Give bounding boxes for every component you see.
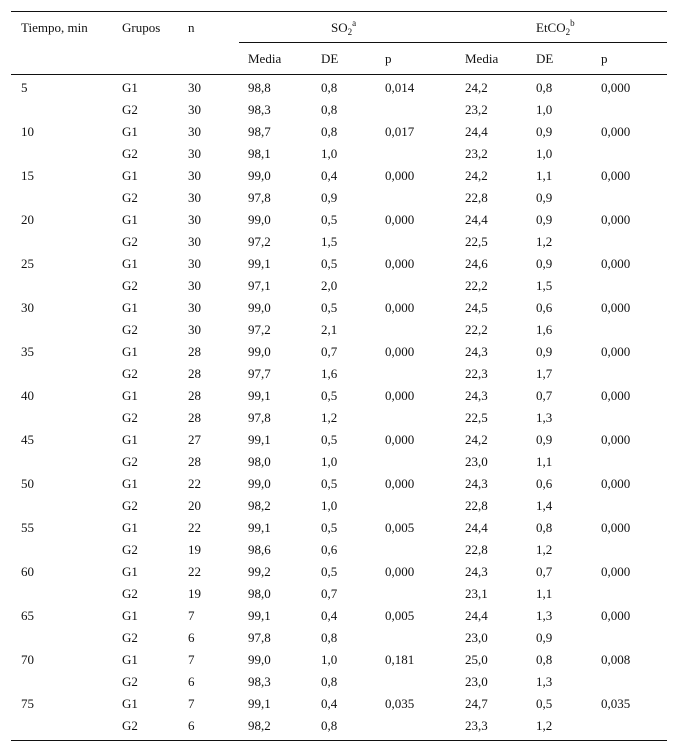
cell-etco2-media: 22,2 <box>465 278 488 293</box>
cell-so2-de: 0,8 <box>321 674 338 689</box>
subheader-etco2-de: DE <box>536 51 554 66</box>
cell-tiempo: 15 <box>21 168 34 183</box>
cell-tiempo: 70 <box>21 652 34 667</box>
cell-so2-media: 97,1 <box>248 278 271 293</box>
cell-etco2-de: 1,1 <box>536 168 553 183</box>
cell-so2-media: 99,1 <box>248 520 271 535</box>
cell-n: 28 <box>188 366 201 381</box>
cell-so2-media: 99,0 <box>248 212 271 227</box>
cell-grupo: G1 <box>122 432 138 447</box>
cell-grupo: G2 <box>122 322 138 337</box>
cell-etco2-p: 0,000 <box>601 432 631 447</box>
cell-etco2-media: 22,5 <box>465 410 488 425</box>
cell-grupo: G2 <box>122 410 138 425</box>
cell-etco2-media: 25,0 <box>465 652 488 667</box>
header-etco2-sub: 2 <box>565 27 571 37</box>
cell-so2-de: 1,0 <box>321 146 338 161</box>
cell-so2-de: 0,5 <box>321 520 338 535</box>
cell-n: 28 <box>188 344 201 359</box>
cell-so2-de: 2,0 <box>321 278 338 293</box>
cell-etco2-de: 1,2 <box>536 234 553 249</box>
cell-so2-de: 2,1 <box>321 322 338 337</box>
cell-so2-p: 0,017 <box>385 124 415 139</box>
cell-n: 30 <box>188 256 201 271</box>
cell-n: 30 <box>188 80 201 95</box>
cell-n: 30 <box>188 102 201 117</box>
cell-grupo: G2 <box>122 102 138 117</box>
cell-so2-media: 99,1 <box>248 388 271 403</box>
cell-etco2-media: 24,2 <box>465 432 488 447</box>
header-so2-sub: 2 <box>347 27 353 37</box>
subheader-so2-de: DE <box>321 51 339 66</box>
cell-so2-de: 0,5 <box>321 476 338 491</box>
cell-grupo: G2 <box>122 278 138 293</box>
cell-tiempo: 60 <box>21 564 34 579</box>
cell-etco2-de: 1,1 <box>536 586 553 601</box>
cell-etco2-de: 0,9 <box>536 124 553 139</box>
cell-so2-media: 99,1 <box>248 256 271 271</box>
cell-so2-de: 0,5 <box>321 212 338 227</box>
cell-etco2-de: 0,5 <box>536 696 553 711</box>
cell-so2-media: 99,0 <box>248 476 271 491</box>
cell-etco2-media: 23,3 <box>465 718 488 733</box>
cell-n: 6 <box>188 630 195 645</box>
cell-so2-media: 98,0 <box>248 586 271 601</box>
cell-tiempo: 10 <box>21 124 34 139</box>
cell-so2-de: 0,5 <box>321 256 338 271</box>
cell-grupo: G2 <box>122 674 138 689</box>
cell-so2-media: 97,7 <box>248 366 271 381</box>
cell-etco2-p: 0,035 <box>601 696 631 711</box>
cell-tiempo: 40 <box>21 388 34 403</box>
header-so2 <box>331 20 356 36</box>
cell-grupo: G1 <box>122 520 138 535</box>
cell-n: 6 <box>188 718 195 733</box>
cell-etco2-p: 0,008 <box>601 652 631 667</box>
cell-grupo: G1 <box>122 388 138 403</box>
cell-so2-media: 97,8 <box>248 190 271 205</box>
cell-so2-p: 0,000 <box>385 168 415 183</box>
cell-so2-media: 97,2 <box>248 322 271 337</box>
group-rule-so2 <box>239 42 667 43</box>
cell-n: 7 <box>188 608 195 623</box>
top-rule <box>11 11 667 12</box>
cell-grupo: G1 <box>122 124 138 139</box>
cell-so2-media: 99,1 <box>248 432 271 447</box>
cell-n: 30 <box>188 322 201 337</box>
cell-etco2-p: 0,000 <box>601 608 631 623</box>
cell-so2-media: 99,1 <box>248 608 271 623</box>
cell-so2-media: 99,0 <box>248 168 271 183</box>
cell-grupo: G1 <box>122 300 138 315</box>
cell-grupo: G1 <box>122 652 138 667</box>
cell-grupo: G1 <box>122 608 138 623</box>
cell-etco2-p: 0,000 <box>601 168 631 183</box>
cell-so2-p: 0,000 <box>385 344 415 359</box>
cell-so2-media: 98,7 <box>248 124 271 139</box>
cell-etco2-media: 24,3 <box>465 476 488 491</box>
cell-etco2-p: 0,000 <box>601 256 631 271</box>
cell-so2-de: 1,0 <box>321 498 338 513</box>
cell-etco2-p: 0,000 <box>601 80 631 95</box>
cell-etco2-de: 0,8 <box>536 520 553 535</box>
header-etco2 <box>536 20 575 36</box>
cell-etco2-media: 24,4 <box>465 212 488 227</box>
cell-etco2-de: 1,7 <box>536 366 553 381</box>
cell-n: 22 <box>188 564 201 579</box>
cell-so2-de: 0,5 <box>321 432 338 447</box>
cell-etco2-media: 22,2 <box>465 322 488 337</box>
header-so2-base: SO <box>331 20 348 35</box>
cell-tiempo: 65 <box>21 608 34 623</box>
cell-grupo: G1 <box>122 212 138 227</box>
cell-n: 28 <box>188 388 201 403</box>
cell-tiempo: 45 <box>21 432 34 447</box>
cell-grupo: G1 <box>122 564 138 579</box>
cell-so2-de: 0,8 <box>321 80 338 95</box>
cell-grupo: G2 <box>122 718 138 733</box>
cell-n: 22 <box>188 520 201 535</box>
cell-n: 6 <box>188 674 195 689</box>
cell-so2-media: 98,3 <box>248 674 271 689</box>
cell-tiempo: 55 <box>21 520 34 535</box>
cell-n: 28 <box>188 454 201 469</box>
cell-so2-media: 99,1 <box>248 696 271 711</box>
cell-etco2-media: 23,0 <box>465 674 488 689</box>
cell-so2-media: 98,1 <box>248 146 271 161</box>
cell-so2-media: 99,0 <box>248 344 271 359</box>
cell-etco2-media: 23,0 <box>465 630 488 645</box>
cell-etco2-de: 0,9 <box>536 212 553 227</box>
header-etco2-base: EtCO <box>536 20 566 35</box>
cell-etco2-de: 1,5 <box>536 278 553 293</box>
subheader-etco2-media: Media <box>465 51 499 66</box>
cell-grupo: G2 <box>122 498 138 513</box>
cell-etco2-de: 0,7 <box>536 388 553 403</box>
cell-etco2-media: 24,2 <box>465 168 488 183</box>
cell-n: 19 <box>188 542 201 557</box>
cell-etco2-de: 0,9 <box>536 432 553 447</box>
cell-so2-media: 98,0 <box>248 454 271 469</box>
cell-so2-de: 1,0 <box>321 652 338 667</box>
cell-so2-de: 0,5 <box>321 388 338 403</box>
cell-so2-media: 98,6 <box>248 542 271 557</box>
header-tiempo: Tiempo, min <box>21 20 88 35</box>
cell-tiempo: 5 <box>21 80 28 95</box>
cell-so2-p: 0,000 <box>385 476 415 491</box>
cell-etco2-de: 1,4 <box>536 498 553 513</box>
cell-grupo: G2 <box>122 146 138 161</box>
cell-n: 30 <box>188 146 201 161</box>
cell-tiempo: 20 <box>21 212 34 227</box>
cell-so2-de: 1,2 <box>321 410 338 425</box>
cell-etco2-media: 23,0 <box>465 454 488 469</box>
subheader-etco2-p: p <box>601 51 608 66</box>
cell-etco2-de: 1,0 <box>536 102 553 117</box>
header-n: n <box>188 20 195 35</box>
cell-so2-media: 99,0 <box>248 652 271 667</box>
cell-so2-de: 0,7 <box>321 344 338 359</box>
cell-grupo: G2 <box>122 542 138 557</box>
cell-etco2-p: 0,000 <box>601 212 631 227</box>
cell-so2-media: 99,0 <box>248 300 271 315</box>
cell-etco2-media: 22,3 <box>465 366 488 381</box>
cell-n: 30 <box>188 300 201 315</box>
cell-etco2-de: 1,3 <box>536 608 553 623</box>
cell-so2-media: 98,8 <box>248 80 271 95</box>
cell-grupo: G1 <box>122 476 138 491</box>
cell-so2-de: 0,7 <box>321 586 338 601</box>
cell-so2-p: 0,000 <box>385 300 415 315</box>
cell-so2-p: 0,000 <box>385 256 415 271</box>
cell-so2-p: 0,000 <box>385 388 415 403</box>
cell-so2-p: 0,035 <box>385 696 415 711</box>
bottom-rule <box>11 740 667 741</box>
cell-so2-de: 0,9 <box>321 190 338 205</box>
cell-so2-media: 98,3 <box>248 102 271 117</box>
cell-etco2-de: 0,7 <box>536 564 553 579</box>
cell-etco2-de: 0,8 <box>536 80 553 95</box>
cell-grupo: G1 <box>122 696 138 711</box>
cell-grupo: G2 <box>122 190 138 205</box>
cell-n: 30 <box>188 278 201 293</box>
cell-n: 30 <box>188 168 201 183</box>
cell-etco2-media: 24,7 <box>465 696 488 711</box>
cell-so2-p: 0,005 <box>385 608 415 623</box>
cell-etco2-media: 24,4 <box>465 124 488 139</box>
cell-grupo: G1 <box>122 80 138 95</box>
cell-n: 28 <box>188 410 201 425</box>
cell-etco2-media: 24,3 <box>465 388 488 403</box>
cell-so2-de: 0,4 <box>321 696 338 711</box>
cell-etco2-de: 1,6 <box>536 322 553 337</box>
cell-n: 7 <box>188 652 195 667</box>
cell-etco2-media: 22,5 <box>465 234 488 249</box>
cell-n: 27 <box>188 432 201 447</box>
cell-n: 30 <box>188 234 201 249</box>
cell-etco2-de: 0,9 <box>536 630 553 645</box>
cell-so2-de: 1,6 <box>321 366 338 381</box>
cell-grupo: G2 <box>122 630 138 645</box>
cell-etco2-de: 1,1 <box>536 454 553 469</box>
cell-so2-p: 0,014 <box>385 80 415 95</box>
cell-grupo: G1 <box>122 168 138 183</box>
cell-etco2-media: 24,5 <box>465 300 488 315</box>
cell-so2-media: 97,8 <box>248 630 271 645</box>
cell-etco2-media: 22,8 <box>465 498 488 513</box>
subheader-so2-media: Media <box>248 51 282 66</box>
cell-so2-de: 0,8 <box>321 124 338 139</box>
cell-n: 19 <box>188 586 201 601</box>
cell-grupo: G2 <box>122 234 138 249</box>
cell-etco2-media: 24,4 <box>465 608 488 623</box>
cell-etco2-media: 24,4 <box>465 520 488 535</box>
cell-etco2-de: 0,9 <box>536 190 553 205</box>
cell-grupo: G2 <box>122 586 138 601</box>
cell-etco2-de: 0,8 <box>536 652 553 667</box>
cell-so2-de: 0,8 <box>321 102 338 117</box>
cell-tiempo: 75 <box>21 696 34 711</box>
cell-etco2-de: 1,2 <box>536 542 553 557</box>
header-grupos: Grupos <box>122 20 161 35</box>
cell-etco2-de: 0,6 <box>536 476 553 491</box>
cell-so2-de: 0,8 <box>321 718 338 733</box>
cell-grupo: G1 <box>122 344 138 359</box>
cell-n: 30 <box>188 124 201 139</box>
cell-etco2-de: 1,2 <box>536 718 553 733</box>
cell-so2-media: 98,2 <box>248 498 271 513</box>
cell-so2-de: 1,5 <box>321 234 338 249</box>
cell-etco2-media: 23,2 <box>465 102 488 117</box>
cell-so2-media: 97,2 <box>248 234 271 249</box>
cell-so2-media: 97,8 <box>248 410 271 425</box>
cell-so2-de: 0,5 <box>321 300 338 315</box>
cell-etco2-p: 0,000 <box>601 564 631 579</box>
cell-n: 30 <box>188 190 201 205</box>
cell-so2-de: 0,6 <box>321 542 338 557</box>
cell-etco2-p: 0,000 <box>601 520 631 535</box>
cell-etco2-p: 0,000 <box>601 476 631 491</box>
cell-so2-de: 0,4 <box>321 168 338 183</box>
cell-so2-media: 98,2 <box>248 718 271 733</box>
cell-n: 7 <box>188 696 195 711</box>
cell-so2-p: 0,181 <box>385 652 415 667</box>
cell-etco2-media: 24,2 <box>465 80 488 95</box>
cell-etco2-de: 1,3 <box>536 410 553 425</box>
cell-etco2-p: 0,000 <box>601 344 631 359</box>
cell-so2-p: 0,005 <box>385 520 415 535</box>
cell-tiempo: 30 <box>21 300 34 315</box>
cell-etco2-p: 0,000 <box>601 124 631 139</box>
cell-so2-p: 0,000 <box>385 212 415 227</box>
cell-so2-p: 0,000 <box>385 432 415 447</box>
header-so2-sup: a <box>352 18 357 28</box>
cell-etco2-media: 24,3 <box>465 564 488 579</box>
cell-etco2-media: 24,6 <box>465 256 488 271</box>
cell-so2-de: 0,4 <box>321 608 338 623</box>
subheader-so2-p: p <box>385 51 392 66</box>
cell-tiempo: 25 <box>21 256 34 271</box>
cell-so2-p: 0,000 <box>385 564 415 579</box>
cell-grupo: G1 <box>122 256 138 271</box>
cell-etco2-de: 0,6 <box>536 300 553 315</box>
cell-n: 30 <box>188 212 201 227</box>
cell-etco2-p: 0,000 <box>601 388 631 403</box>
cell-etco2-media: 22,8 <box>465 542 488 557</box>
cell-n: 20 <box>188 498 201 513</box>
cell-etco2-de: 0,9 <box>536 344 553 359</box>
cell-etco2-de: 1,3 <box>536 674 553 689</box>
header-bottom-rule <box>11 74 667 75</box>
cell-etco2-de: 1,0 <box>536 146 553 161</box>
cell-etco2-media: 22,8 <box>465 190 488 205</box>
cell-tiempo: 50 <box>21 476 34 491</box>
header-etco2-sup: b <box>570 18 575 28</box>
cell-etco2-media: 23,1 <box>465 586 488 601</box>
cell-so2-de: 0,8 <box>321 630 338 645</box>
cell-grupo: G2 <box>122 454 138 469</box>
cell-so2-de: 0,5 <box>321 564 338 579</box>
cell-etco2-media: 23,2 <box>465 146 488 161</box>
cell-n: 22 <box>188 476 201 491</box>
cell-grupo: G2 <box>122 366 138 381</box>
cell-etco2-p: 0,000 <box>601 300 631 315</box>
cell-so2-media: 99,2 <box>248 564 271 579</box>
cell-so2-de: 1,0 <box>321 454 338 469</box>
cell-etco2-de: 0,9 <box>536 256 553 271</box>
cell-etco2-media: 24,3 <box>465 344 488 359</box>
cell-tiempo: 35 <box>21 344 34 359</box>
